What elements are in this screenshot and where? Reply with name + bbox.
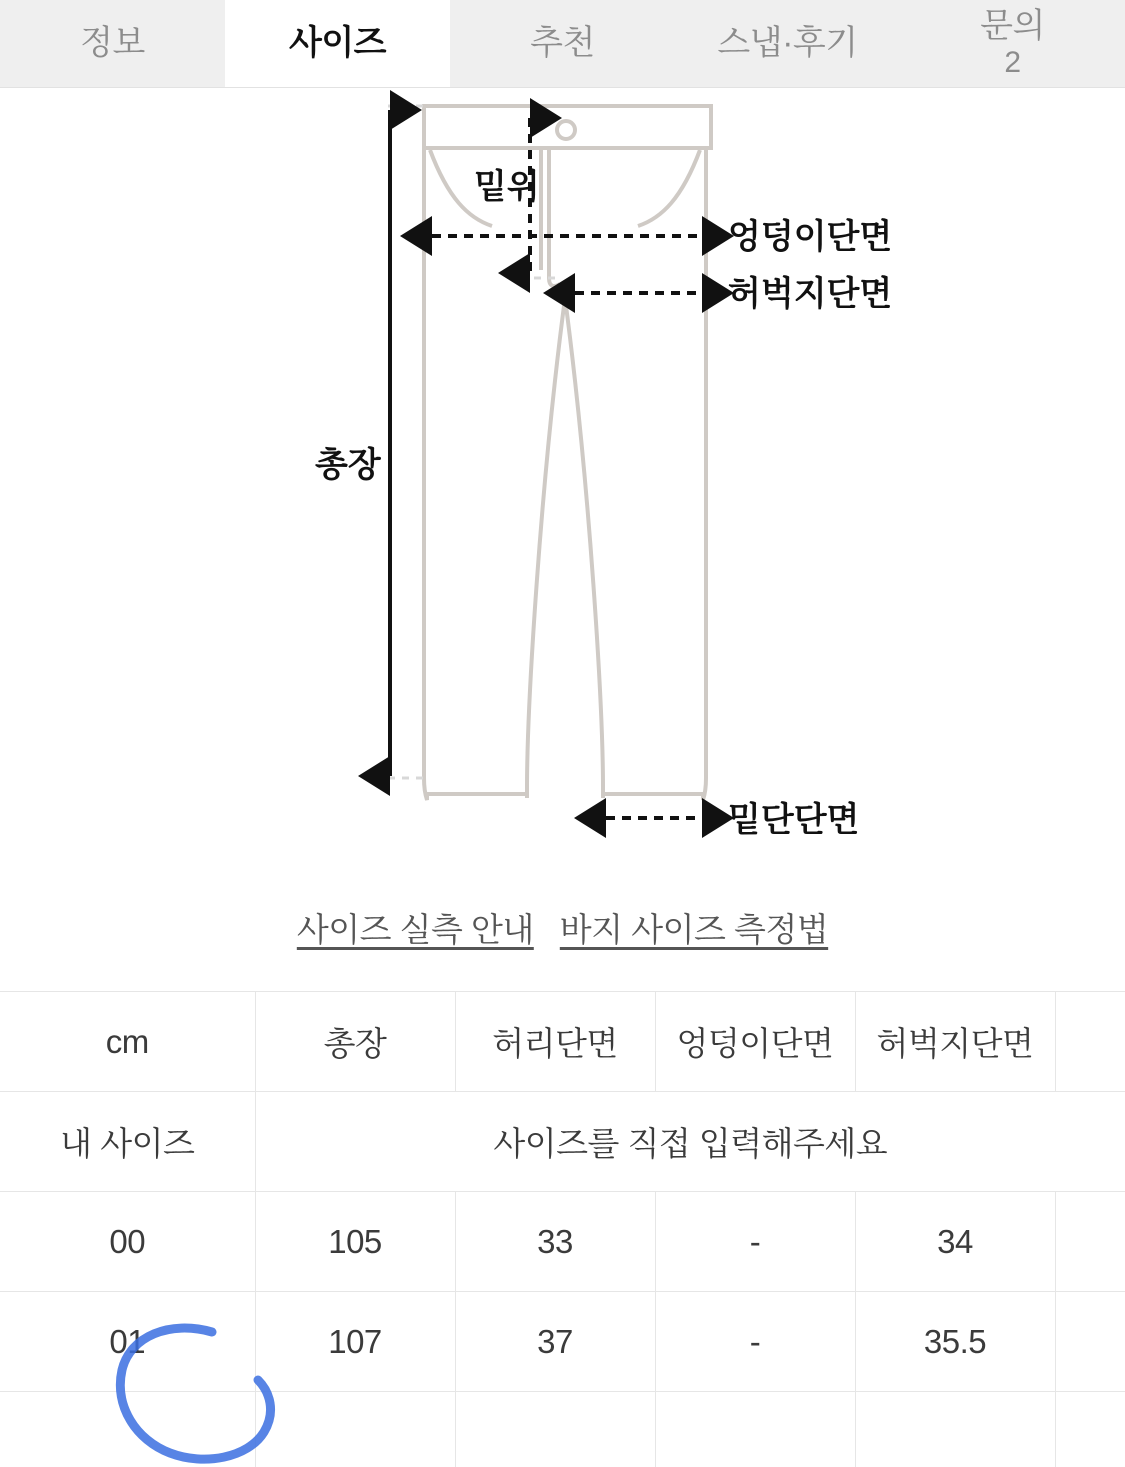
- tab-snap-review-label: 스냅·후기: [717, 23, 858, 62]
- size-table: [0, 991, 1125, 1467]
- table-row[interactable]: [0, 1292, 1125, 1392]
- cell-thigh-00: 34: [855, 1192, 1055, 1292]
- header-waist: 허리단면: [455, 992, 655, 1092]
- pants-measurement-diagram: [0, 88, 1125, 888]
- header-total-length: 총장: [255, 992, 455, 1092]
- row-size-01: 01: [0, 1292, 255, 1392]
- svg-text:밑단단면: 밑단단면: [728, 801, 860, 839]
- cell-spacer-01: [1055, 1292, 1125, 1392]
- tab-info-label: 정보: [80, 23, 145, 62]
- header-thigh: 허벅지단면: [855, 992, 1055, 1092]
- cell-partial-4: [855, 1392, 1055, 1467]
- table-row-partial[interactable]: [0, 1392, 1125, 1467]
- cell-total-length-00: 105: [255, 1192, 455, 1292]
- size-guide-links: [0, 888, 1125, 991]
- cell-waist-00: 33: [455, 1192, 655, 1292]
- link-size-measure-guide[interactable]: 사이즈 실측 안내: [296, 911, 534, 948]
- table-row[interactable]: [0, 1192, 1125, 1292]
- cell-waist-01: 37: [455, 1292, 655, 1392]
- svg-text:엉덩이단면: 엉덩이단면: [728, 218, 893, 256]
- cell-thigh-01: 35.5: [855, 1292, 1055, 1392]
- cell-partial-1: [255, 1392, 455, 1467]
- my-size-row[interactable]: [0, 1092, 1125, 1192]
- cell-partial-0: [0, 1392, 255, 1467]
- link-pants-measure-method[interactable]: 바지 사이즈 측정법: [559, 911, 829, 948]
- table-header-row: [0, 992, 1125, 1092]
- header-unit: cm: [0, 992, 255, 1092]
- row-size-00: 00: [0, 1192, 255, 1292]
- tab-inquiry-count: 2: [1004, 45, 1021, 79]
- header-spacer: [1055, 992, 1125, 1092]
- my-size-input[interactable]: 사이즈를 직접 입력해주세요: [255, 1092, 1125, 1192]
- tab-recommend-label: 추천: [530, 23, 595, 62]
- cell-partial-2: [455, 1392, 655, 1467]
- svg-text:밑위: 밑위: [474, 168, 540, 206]
- cell-hip-01: -: [655, 1292, 855, 1392]
- tab-size[interactable]: [225, 0, 450, 87]
- tab-recommend[interactable]: [450, 0, 675, 87]
- cell-hip-00: -: [655, 1192, 855, 1292]
- cell-partial-3: [655, 1392, 855, 1467]
- tab-size-label: 사이즈: [288, 23, 387, 62]
- tab-snap-review[interactable]: [675, 0, 900, 87]
- svg-text:허벅지단면: 허벅지단면: [728, 275, 893, 313]
- cell-spacer-00: [1055, 1192, 1125, 1292]
- cell-total-length-01: 107: [255, 1292, 455, 1392]
- cell-partial-5: [1055, 1392, 1125, 1467]
- tab-inquiry-label: 문의: [980, 6, 1045, 45]
- tab-info[interactable]: [0, 0, 225, 87]
- product-tab-bar: [0, 0, 1125, 88]
- my-size-label: 내 사이즈: [0, 1092, 255, 1192]
- header-hip: 엉덩이단면: [655, 992, 855, 1092]
- svg-text:총장: 총장: [315, 446, 381, 484]
- tab-inquiry[interactable]: [900, 0, 1125, 87]
